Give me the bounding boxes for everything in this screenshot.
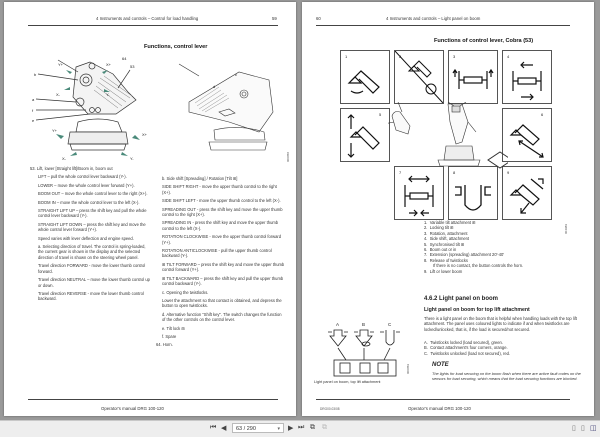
- header-rule: [28, 25, 278, 26]
- svg-text:Y+: Y+: [52, 128, 58, 133]
- note-text: The lights for load securing on the boom flash when there are active fault codes on the sensors for load securing, which means that the load securing functions are blocked.: [432, 371, 581, 381]
- function-box-5: 5: [340, 108, 390, 162]
- page-number-input[interactable]: 63 / 290 ▾: [232, 423, 284, 433]
- list-item: 8. Release of twistlocks: [424, 257, 468, 263]
- list-item: 7. Extension (spreading) attachment 20'-40': [424, 252, 505, 258]
- function-box-4: 4: [502, 50, 552, 104]
- svg-text:b: b: [34, 72, 37, 77]
- page-60: [302, 2, 594, 416]
- svg-text:A: A: [336, 322, 340, 327]
- next-page-button[interactable]: ▶: [288, 425, 294, 432]
- function-box-3: 3: [448, 50, 498, 104]
- function-box-2: 2: [394, 50, 444, 104]
- svg-text:53: 53: [130, 64, 135, 69]
- figure-code: 000058: [286, 151, 290, 162]
- page-number: 60: [316, 16, 321, 21]
- light-list: [424, 340, 584, 356]
- note-title: NOTE: [432, 362, 449, 368]
- viewer-toolbar: [0, 420, 600, 437]
- svg-text:X+: X+: [142, 132, 148, 137]
- function-box-6: 6: [502, 108, 552, 162]
- svg-text:d: d: [213, 84, 216, 89]
- continuous-page-icon[interactable]: ▯: [581, 425, 585, 432]
- subheading: Light panel on boom for top lift attachment: [424, 307, 530, 313]
- svg-text:f: f: [32, 108, 34, 113]
- function-box-9: 9: [502, 166, 552, 220]
- footer-rule: [28, 399, 278, 400]
- function-list: [424, 220, 584, 274]
- svg-text:C: C: [388, 322, 392, 327]
- chevron-down-icon[interactable]: ▾: [277, 426, 280, 432]
- svg-text:B: B: [362, 322, 366, 327]
- control-lever-figure: [18, 52, 158, 162]
- svg-text:X-: X-: [56, 92, 60, 97]
- list-item: 6. Boom out or in: [424, 247, 457, 253]
- section-title: Functions of control lever, Cobra (53): [434, 38, 534, 44]
- last-page-button[interactable]: ⏭: [298, 424, 305, 431]
- two-page-icon[interactable]: ◫: [590, 425, 597, 432]
- control-lever-rear-figure: [169, 62, 289, 157]
- light-panel-caption: Light panel on boom, top lift attachment: [314, 380, 381, 384]
- paste-icon[interactable]: ⧉: [322, 424, 327, 431]
- list-item: B. Contact attachment's four corners, orange.: [424, 345, 508, 351]
- page-59: [4, 2, 296, 416]
- page-footer: Operator's manual DRG 100-120: [408, 406, 471, 411]
- function-box-7: 7: [394, 166, 444, 220]
- copy-icon[interactable]: ⧉: [310, 424, 315, 431]
- svg-text:Y-: Y-: [130, 156, 134, 161]
- page-number: 59: [272, 16, 277, 21]
- list-item: 4. Side shift, attachment: [424, 236, 470, 242]
- function-box-1: 1: [340, 50, 390, 104]
- section-title: Functions, control lever: [144, 44, 208, 50]
- column-1: 53. Lift, lower [Straight lift]/Boom in, boom out LIFT – pull the whole control lever backward (Y-). LOWER – move the whole control lever forward (Y+). BOOM OUT – move the whole control lever to the right (X+). BOOM IN – move the whole control lever to the left (X-). STRAIGHT LIFT UP – press the shift key and pull the whole control lever backward (Y-). STRAIGHT LIFT DOWN – press the shift key and move the whole control lever forward (Y+). Speed varies with lever deflection and engine speed. a. Selecting direction of travel. The control is spring-loaded, the current gear is shown in the display and the selected direction of travel is shown on the steering wheel panel. Travel direction FORWARD - move the lower thumb control forward. Travel direction NEUTRAL – move the lower thumb control up or down. Travel direction REVERSE - move the lower thumb control backward.: [30, 166, 150, 302]
- list-item: C. Twistlocks unlocked (load not secured), red.: [424, 350, 511, 356]
- page-footer: Operator's manual DRG 100-120: [101, 406, 164, 411]
- list-item: 2. Locking tilt ⊞: [424, 225, 454, 231]
- section-heading: 4.6.2 Light panel on boom: [424, 296, 499, 302]
- list-item: 1. Variable tilt attachment ⊞: [424, 220, 476, 225]
- function-box-8: 8: [448, 166, 498, 220]
- list-item: 3. Rotation, attachment: [424, 230, 468, 236]
- svg-text:X-: X-: [62, 156, 66, 161]
- svg-text:a: a: [32, 97, 35, 102]
- column-2: b. Side shift [Spreading] / Rotation [Tilt ⊞] SIDE SHIFT RIGHT - move the upper thumb control to the right (X+). SIDE SHIFT LEFT - move the upper thumb control to the left (X-). SPREADING OUT - press the shift key and move the upper thumb control to the right (X+). SPREADING IN - press the shift key and move the upper thumb control to the left (X-). ROTATION CLOCKWISE - move the upper thumb control forward (Y+). ROTATION ANTICLOCKWISE - pull the upper thumb control backward (Y-). ⊞ TILT FORWARD – press the shift key and move the upper thumb control forward (Y+). ⊞ TILT BACKWARD – press the shift key and pull the upper thumb control backward (Y-). c. Opening the twistlocks. Lower the attachment so that contact is obtained, and depress the button to open twistlocks. d. Alternative function "Shift key". The switch changes the function of the other controls on the control lever. e. Tilt lock ⊞ f. Spare 64. Horn.: [156, 176, 285, 348]
- svg-text:Y-: Y-: [106, 92, 110, 97]
- list-item: 9. Lift or lower boom: [424, 268, 463, 274]
- header-rule: [316, 25, 570, 26]
- footer-rule: [316, 399, 570, 400]
- light-panel-figure: [316, 320, 416, 380]
- list-item: If there is no contact, the button controls the horn.: [433, 263, 524, 269]
- light-figure-code: 000059: [406, 363, 410, 374]
- svg-text:X+: X+: [106, 62, 112, 67]
- prev-page-button[interactable]: ◀: [221, 425, 227, 432]
- single-page-icon[interactable]: ▯: [572, 425, 576, 432]
- list-item: A. Twistlocks locked (load secured), green.: [424, 340, 503, 345]
- cobra-lever-figure: [388, 102, 508, 172]
- svg-text:Y+: Y+: [58, 62, 64, 67]
- figure-code: 004989: [564, 223, 568, 234]
- fig-label: 64: [122, 56, 127, 61]
- footer-code: DRG00.03/08: [320, 407, 340, 411]
- page-header: 4 Instruments and controls – Control for load handling: [96, 16, 199, 21]
- list-item: 5. Synchronised tilt ⊞: [424, 241, 465, 247]
- first-page-button[interactable]: ⏮: [210, 424, 217, 431]
- svg-text:e: e: [32, 118, 35, 123]
- page-header: 4 Instruments and controls – Light panel on boom: [386, 16, 481, 21]
- paragraph: There is a light panel on the boom that is helpful when handling loads with the top lift attachment. The panel uses coloured lights to indicate if and when twistlocks are locked/unlocked, that is, if the load is secured/not secured.: [424, 316, 577, 332]
- svg-text:c: c: [235, 72, 237, 77]
